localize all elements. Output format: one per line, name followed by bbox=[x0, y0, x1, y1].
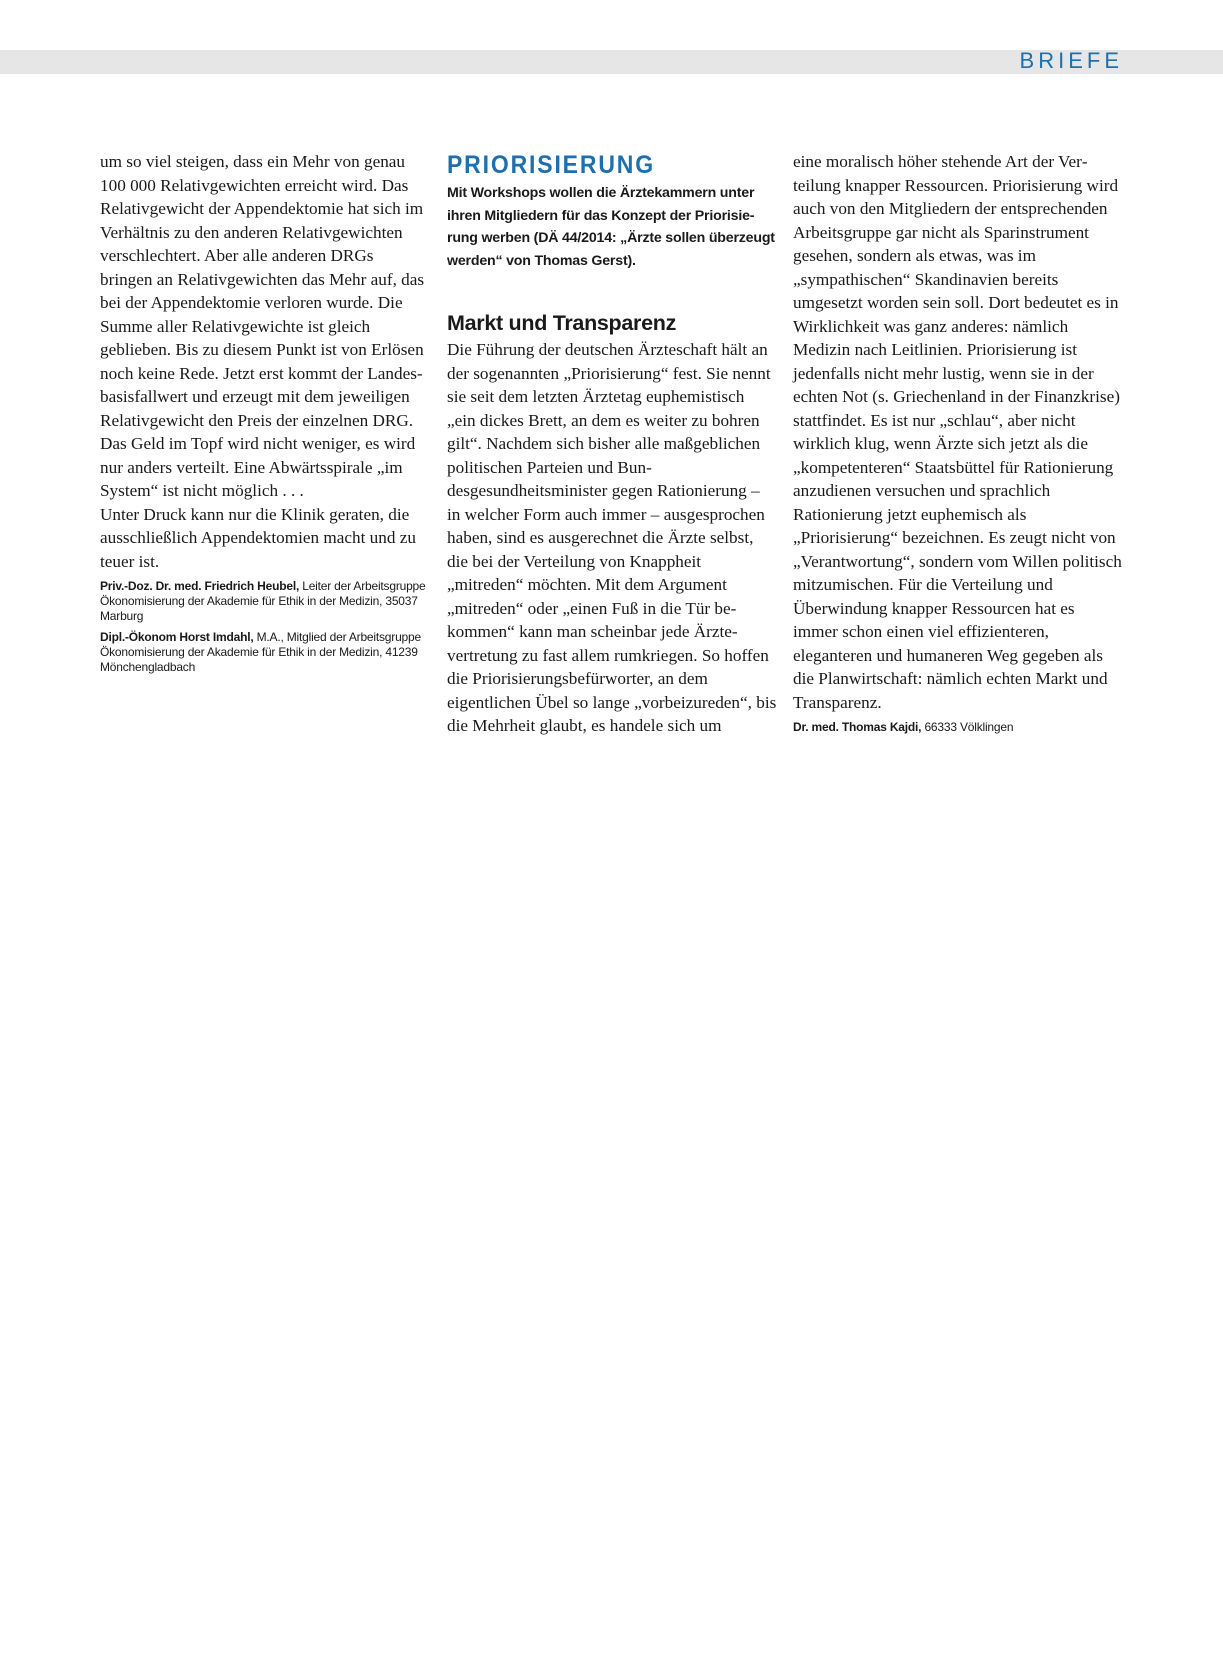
letter-headline: Markt und Transparenz bbox=[447, 311, 677, 335]
author-details: M.A., Mitglied der Arbeitsgruppe Ökonomisierung der Akademie für Ethik in der Medizin, 41239 Mönchengladbach bbox=[100, 630, 421, 674]
author-details: 66333 Völklingen bbox=[921, 720, 1014, 734]
column-2 bbox=[447, 150, 777, 738]
section-label: BRIEFE bbox=[1019, 48, 1123, 73]
topic-kicker: PRIORISIERUNG bbox=[447, 151, 655, 179]
column-1 bbox=[100, 150, 430, 675]
author-name: Dr. med. Thomas Kajdi, bbox=[793, 720, 922, 734]
body-paragraph: um so viel steigen, dass ein Mehr von genau 100 000 Relativgewichten erreicht wird. Das Relativgewicht der Appendektomie hat sich im Verhältnis zu den anderen Relativgewichten verschlechtert. Aber alle anderen DRGs bringen an Relativgewichten das Mehr auf, das bei der Appendektomie verloren wurde. Die Summe aller Relativgewichte ist gleich geblieben. Bis zu diesem Punkt ist von Erlösen noch keine Rede. Jetzt erst kommt der Landesbasisfallwert und erzeugt mit dem jeweiligen Relativgewicht den Preis der einzelnen DRG. Das Geld im Topf wird nicht weniger, es wird nur anders verteilt. Eine Abwärtsspirale „im System“ ist nicht möglich . . . bbox=[100, 152, 425, 500]
body-paragraph: Die Führung der deutschen Ärzteschaft hält an der sogenannten „Priorisierung“ fest. Sie nennt sie seit dem letzten Ärztetag euphemistisch „ein dickes Brett, an dem es weiter zu bohren gilt“. Nachdem sich bisher alle maßgeblichen politischen Parteien und Bundesgesundheitsminister gegen Rationierung – in welcher Form auch immer – ausgesprochen haben, sind es ausgerechnet die Ärzte selbst, die bei der Verteilung von Knappheit „mitreden“ möchten. Mit dem Argument „mitreden“ oder „einen Fuß in die Tür bekommen“ kann man scheinbar jede Ärztevertretung zu fast allem rumkriegen. So hoffen die Priorisierungsbefürworter, an dem eigentlichen Übel so lange „vorbeizureden“, bis die Mehrheit glaubt, es handele sich um bbox=[447, 340, 777, 735]
author-name: Dipl.-Ökonom Horst Imdahl, bbox=[100, 630, 254, 644]
column-3 bbox=[793, 150, 1123, 735]
author-signature bbox=[793, 720, 1123, 735]
topic-lead: Mit Workshops wollen die Ärztekammern unter ihren Mitgliedern für das Konzept der Priorisierung werben (DÄ 44/2014: „Ärzte sollen überzeugt werden“ von Thomas Gerst). bbox=[447, 185, 775, 269]
author-details: Leiter der Arbeitsgruppe Ökonomisierung der Akademie für Ethik in der Medizin, 35037 Marburg bbox=[100, 579, 426, 623]
author-signature bbox=[100, 579, 430, 624]
body-paragraph: Unter Druck kann nur die Klinik geraten, die ausschließlich Appendektomien macht und zu teuer ist. bbox=[100, 504, 416, 571]
author-name: Priv.-Doz. Dr. med. Friedrich Heubel, bbox=[100, 579, 300, 593]
author-signature bbox=[100, 630, 430, 675]
body-paragraph: eine moralisch höher stehende Art der Verteilung knapper Ressourcen. Priorisierung wird auch von den Mitgliedern der entsprechenden Arbeitsgruppe gar nicht als Sparinstrument gesehen, sondern als etwas, was im „sympathischen“ Skandinavien bereits umgesetzt worden sein soll. Dort bedeutet es in Wirklichkeit was ganz anderes: nämlich Medizin nach Leitlinien. Priorisierung ist jedenfalls nicht mehr lustig, wenn sie in der echten Not (s. Griechenland in der Finanzkrise) stattfindet. Es ist nur „schlau“, aber nicht wirklich klug, wenn Ärzte sich jetzt als die „kompetenteren“ Staatsbüttel für Rationierung anzudienen versuchen und sprachlich Rationierung jetzt euphemisch als „Priorisierung“ bezeichnen. Es zeugt nicht von „Verantwortung“, sondern vom Willen politisch mitzumischen. Für die Verteilung und Überwindung knapper Ressourcen hat es immer schon einen viel effizienteren, eleganteren und humaneren Weg gegeben als die Planwirtschaft: nämlich echten Markt und Transparenz. bbox=[793, 152, 1122, 712]
